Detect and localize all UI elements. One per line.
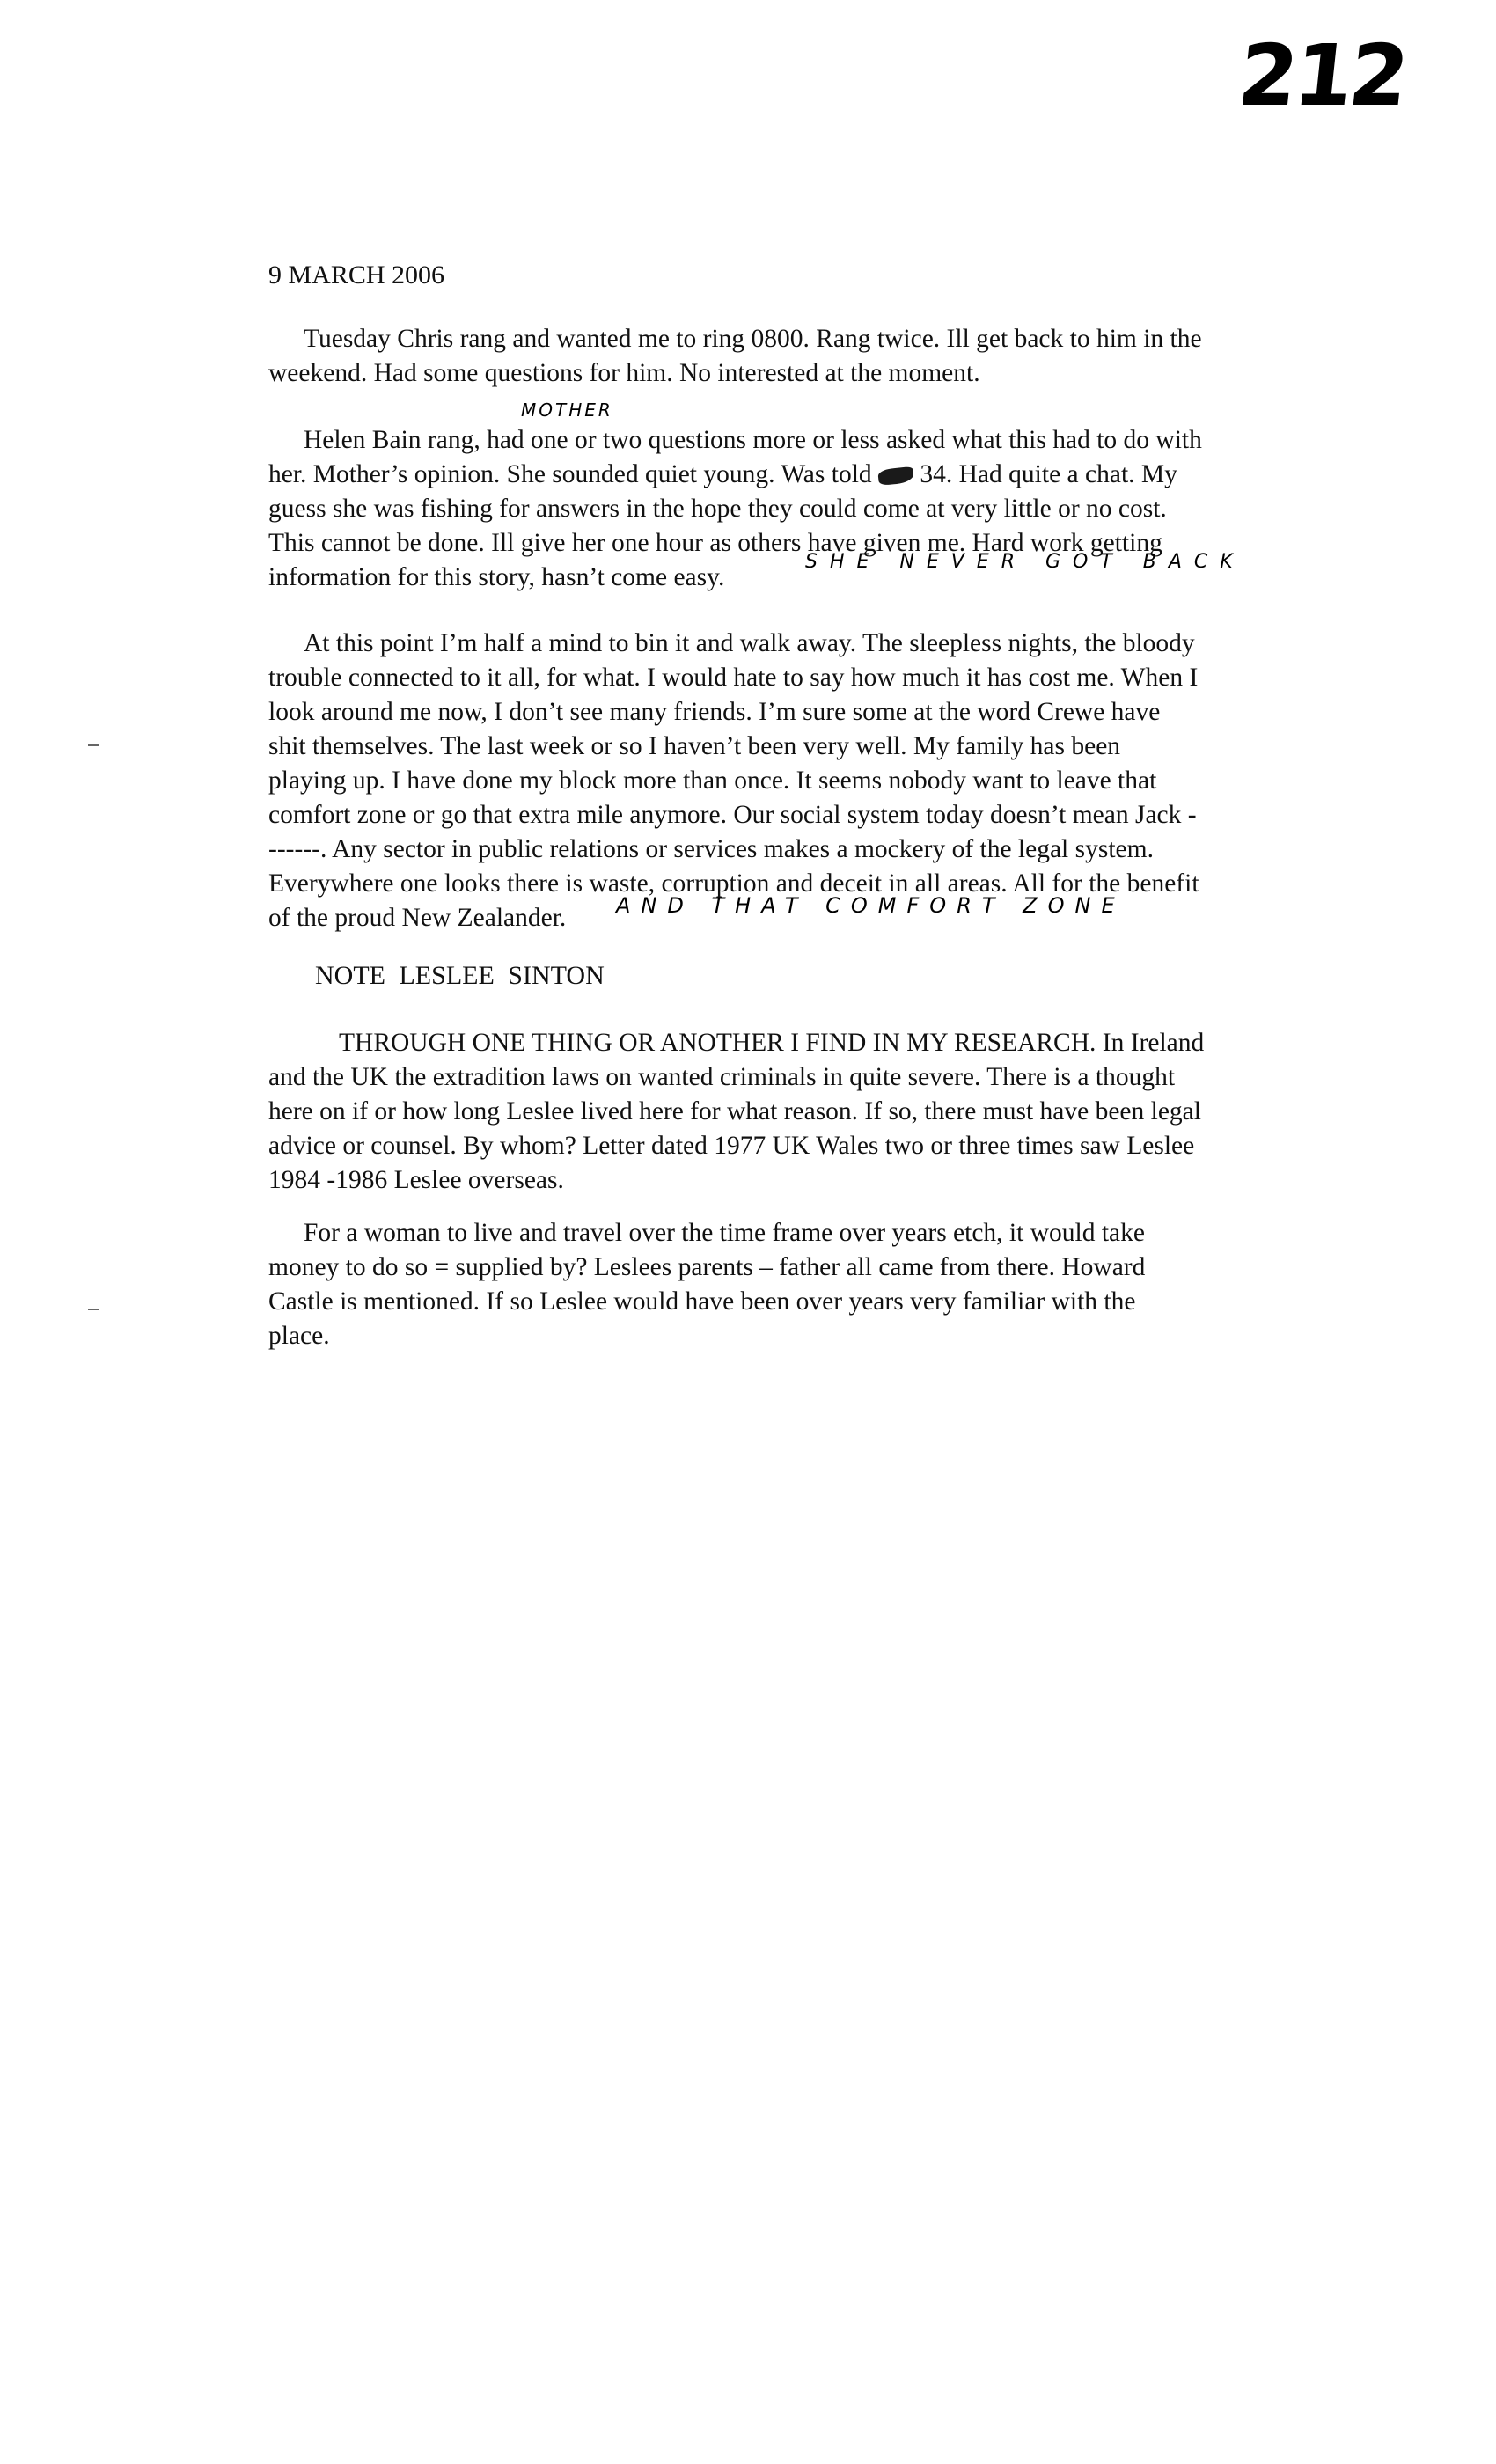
- text-line: of the proud New Zealander.: [268, 904, 567, 932]
- text-line: shit themselves. The last week or so I haven’t been very well. My family has been: [268, 732, 1121, 760]
- text-line: ------. Any sector in public relations or services makes a mockery of the legal system.: [268, 835, 1154, 863]
- text-line: guess she was fishing for answers in the hope they could come at very little or no cost.: [268, 495, 1167, 523]
- paragraph-chris: [268, 322, 1324, 391]
- paragraph-woman-travel: [268, 1216, 1324, 1353]
- text-line: weekend. Had some questions for him. No interested at the moment.: [268, 359, 980, 387]
- text-line: look around me now, I don’t see many friends. I’m sure some at the word Crewe have: [268, 698, 1161, 726]
- text-line: Tuesday Chris rang and wanted me to ring 0800. Rang twice. Ill get back to him in the: [304, 325, 1202, 353]
- paragraph-research: [268, 1026, 1324, 1198]
- handwritten-mother: MOTHER: [521, 400, 613, 421]
- text-line: trouble connected to it all, for what. I would hate to say how much it has cost me. When I: [268, 664, 1199, 692]
- text-line: playing up. I have done my block more than once. It seems nobody want to leave that: [268, 766, 1157, 795]
- paragraph-half-a-mind: [268, 627, 1324, 935]
- text-line: THROUGH ONE THING OR ANOTHER I FIND IN MY RESEARCH. In Ireland: [339, 1029, 1205, 1057]
- text-line: information for this story, hasn’t come easy.: [268, 563, 725, 591]
- date-heading: 9 MARCH 2006: [268, 260, 445, 290]
- text-line: At this point I’m half a mind to bin it and walk away. The sleepless nights, the bloody: [304, 629, 1195, 657]
- text-line: advice or counsel. By whom? Letter dated 1977 UK Wales two or three times saw Leslee: [268, 1132, 1195, 1160]
- text-line: Castle is mentioned. If so Leslee would have been over years very familiar with the: [268, 1287, 1136, 1316]
- text-line: Helen Bain rang, had one or two questions more or less asked what this had to do with: [304, 426, 1202, 454]
- text-line: This cannot be done. Ill give her one hour as others have given me. Hard work getting: [268, 529, 1162, 557]
- margin-mark: [88, 1309, 99, 1310]
- margin-mark: [88, 744, 99, 746]
- text-line: comfort zone or go that extra mile anymore. Our social system today doesn’t mean Jack -: [268, 801, 1197, 829]
- text-line: money to do so = supplied by? Leslees parents – father all came from there. Howard: [268, 1253, 1146, 1281]
- handwritten-and-that-comfort-zone: AND THAT COMFORT ZONE: [616, 893, 1126, 918]
- text-line: [268, 458, 1324, 492]
- page-number: 212: [1234, 26, 1411, 125]
- text-segment: her. Mother’s opinion. She sounded quiet young. Was told: [268, 460, 872, 488]
- text-line: place.: [268, 1322, 330, 1350]
- scribble-mark: [877, 466, 914, 486]
- handwritten-she-never-got-back: SHE NEVER GOT BACK: [805, 551, 1245, 573]
- text-segment: 34. Had quite a chat. My: [920, 460, 1177, 488]
- text-line: For a woman to live and travel over the time frame over years etch, it would take: [304, 1219, 1145, 1247]
- text-line: 1984 -1986 Leslee overseas.: [268, 1166, 564, 1194]
- text-line: here on if or how long Leslee lived here for what reason. If so, there must have been legal: [268, 1097, 1201, 1126]
- text-line: Everywhere one looks there is waste, corruption and deceit in all areas. All for the benefit: [268, 869, 1199, 898]
- note-heading: NOTE LESLEE SINTON: [315, 961, 605, 990]
- text-line: and the UK the extradition laws on wanted criminals in quite severe. There is a thought: [268, 1063, 1176, 1091]
